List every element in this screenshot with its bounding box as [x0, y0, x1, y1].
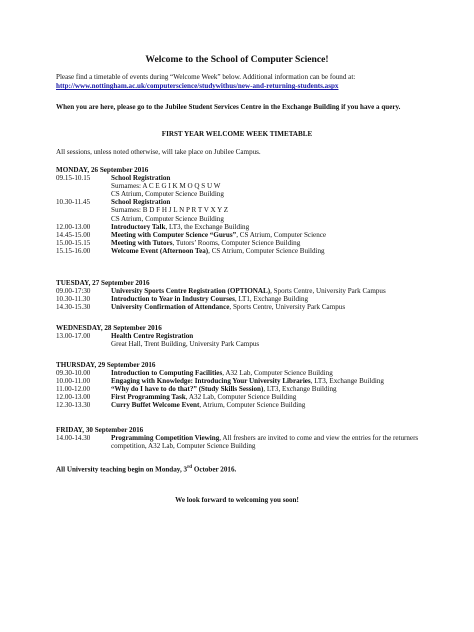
event-location: , All freshers are invited to come and view the entries for the returners competition, A32 Lab, Computer Science Building — [111, 434, 419, 451]
event-location: , CS Atrium, Computer Science Building — [208, 246, 325, 255]
schedule-row — [56, 198, 444, 206]
schedule-row — [56, 223, 444, 231]
event-location: , A32 Lab, Computer Science Building — [185, 393, 297, 402]
schedule-row — [56, 393, 444, 401]
event-detail: CS Atrium, Computer Science Building — [111, 214, 224, 223]
time-slot: 13.00-17.00 — [56, 332, 91, 341]
event-detail: Surnames: A C E G I K M O Q S U W — [111, 182, 221, 191]
schedule-row — [56, 174, 444, 182]
teaching-start-note: All University teaching begin on Monday, 3rd October 2016. — [56, 465, 237, 474]
time-slot: 09.00-17:30 — [56, 287, 91, 296]
schedule-row — [56, 401, 444, 409]
event-location: , LT3, Exchange Building — [263, 385, 337, 394]
schedule-row — [56, 303, 444, 311]
time-slot: 14.30-15.30 — [56, 303, 91, 312]
day-thursday — [56, 361, 444, 410]
day-tuesday — [56, 279, 444, 311]
info-link[interactable]: http://www.nottingham.ac.uk/computerscience/studywithus/new-and-returning-students.aspx — [56, 82, 339, 91]
event-detail: CS Atrium, Computer Science Building — [111, 190, 224, 199]
time-slot: 14.00-14.30 — [56, 434, 91, 443]
event-detail: Great Hall, Trent Building, University Park Campus — [111, 340, 260, 349]
schedule-row — [56, 385, 444, 393]
event-location: , LT3, the Exchange Building — [165, 222, 250, 231]
time-slot: 11.00-12.00 — [56, 385, 91, 394]
event-location: , LT1, Exchange Building — [234, 295, 309, 304]
event-title: School Registration — [111, 174, 171, 183]
event-title: Health Centre Registration — [111, 332, 194, 341]
event-title: Engaging with Knowledge: Introducing Your University Libraries — [111, 377, 311, 386]
time-slot: 09.30-10.00 — [56, 369, 91, 378]
event-location: , LT3, Exchange Building — [310, 377, 384, 386]
time-slot: 12.00-13.00 — [56, 393, 91, 402]
time-slot: 10.30-11.45 — [56, 198, 91, 207]
schedule-row — [56, 377, 444, 385]
day-monday — [56, 166, 444, 255]
event-title: Welcome Event (Afternoon Tea) — [111, 246, 209, 255]
event-location: , A32 Lab, Computer Science Building — [222, 369, 333, 378]
schedule-row — [56, 287, 444, 295]
event-title: Introduction to Computing Facilities — [111, 369, 223, 378]
schedule-row — [56, 369, 444, 377]
time-slot: 10.00-11.00 — [56, 377, 91, 386]
day-heading: WEDNESDAY, 28 September 2016 — [56, 324, 162, 332]
day-heading: TUESDAY, 27 September 2016 — [56, 279, 150, 287]
time-slot: 15.00-15.15 — [56, 238, 91, 247]
closing-line: We look forward to welcoming you soon! — [175, 496, 299, 504]
schedule-row — [56, 239, 444, 247]
event-title: Programming Competition Viewing — [111, 434, 220, 443]
event-title: University Sports Centre Registration (OPTIONAL) — [111, 287, 271, 296]
event-title: School Registration — [111, 198, 171, 207]
event-location: , Sports Centre, University Park Campus — [229, 303, 346, 312]
event-title: University Confirmation of Attendance — [111, 303, 230, 312]
event-title: Meeting with Computer Science “Gurus” — [111, 230, 237, 239]
day-heading: FRIDAY, 30 September 2016 — [56, 426, 144, 434]
schedule-row — [56, 434, 444, 450]
intro-text: Please find a timetable of events during “Welcome Week” below. Additional information can be found at: — [56, 73, 356, 81]
event-location: , CS Atrium, Computer Science — [236, 230, 327, 239]
event-title: Introduction to Year in Industry Courses — [111, 295, 235, 304]
time-slot: 12.30-13.30 — [56, 401, 91, 410]
day-heading: THURSDAY, 29 September 2016 — [56, 361, 156, 369]
day-heading: MONDAY, 26 September 2016 — [56, 166, 149, 174]
time-slot: 12.00-13.00 — [56, 222, 91, 231]
query-note: When you are here, please go to the Jubilee Student Services Centre in the Exchange Building if you have a query. — [56, 103, 401, 111]
intro-paragraph — [56, 73, 434, 91]
time-slot: 09.15-10.15 — [56, 174, 91, 183]
schedule-row — [56, 247, 444, 255]
event-title: Meeting with Tutors — [111, 238, 173, 247]
event-detail: Surnames: B D F H J L N P R T V X Y Z — [111, 206, 229, 215]
event-title: “Why do I have to do that?” (Study Skills Session) — [111, 385, 264, 394]
event-location: , Atrium, Computer Science Building — [199, 401, 306, 410]
event-title: First Programming Task — [111, 393, 186, 402]
day-friday — [56, 426, 444, 450]
schedule-row — [56, 295, 444, 303]
day-wednesday — [56, 324, 444, 348]
time-slot: 14.45-15.00 — [56, 230, 91, 239]
time-slot: 10.30-11.30 — [56, 295, 91, 304]
event-location: , Sports Centre, University Park Campus — [270, 287, 386, 296]
sessions-note: All sessions, unless noted otherwise, will take place on Jubilee Campus. — [56, 148, 261, 156]
event-location: , Tutors’ Rooms, Computer Science Building — [172, 238, 301, 247]
schedule-row — [56, 332, 444, 340]
schedule-row — [56, 231, 444, 239]
page-title: Welcome to the School of Computer Science! — [145, 54, 329, 65]
event-title: Curry Buffet Welcome Event — [111, 401, 200, 410]
timetable-title: FIRST YEAR WELCOME WEEK TIMETABLE — [161, 130, 313, 138]
time-slot: 15.15-16.00 — [56, 246, 91, 255]
event-title: Introductory Talk — [111, 222, 166, 231]
